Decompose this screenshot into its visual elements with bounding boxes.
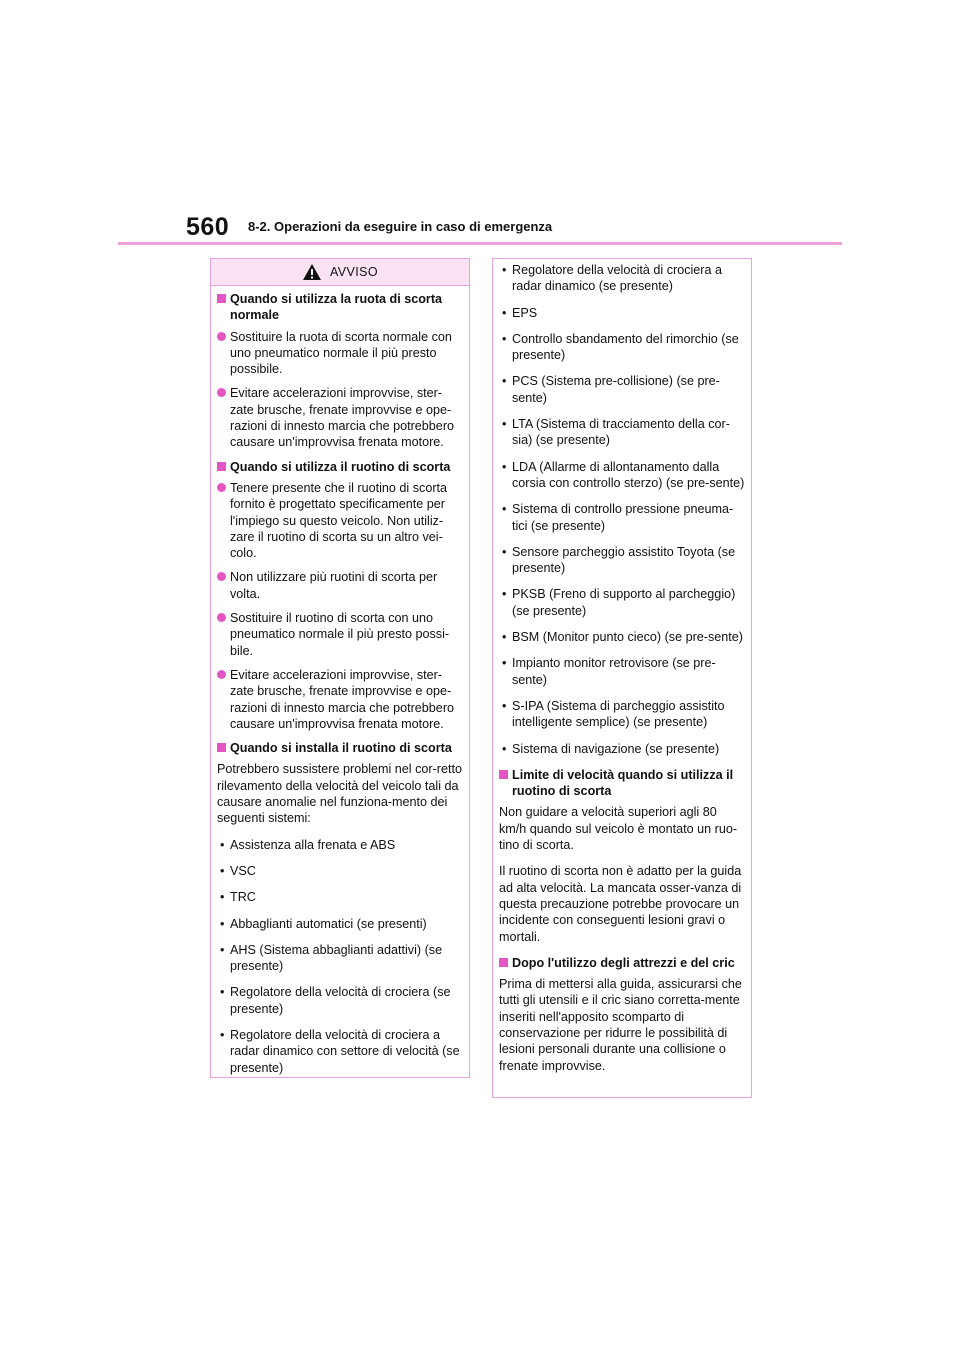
circle-bullet-icon <box>217 613 226 622</box>
list-item: • Regolatore della velocità di crociera a radar dinamico con settore di velocità (se presente) <box>220 1027 460 1075</box>
heading-installing-compact-spare: Quando si installa il ruotino di scorta <box>217 740 463 756</box>
paragraph: Potrebbero sussistere problemi nel cor-retto rilevamento della velocità del veicolo tali da causare anomalie nel funziona-mento dei seguenti sistemi: <box>217 762 462 826</box>
paragraph: Il ruotino di scorta non è adatto per la guida ad alta velocità. La mancata osser-vanza di questa precauzione potrebbe provocare un incidente con conseguenti lesioni gravi o mortali. <box>499 864 742 944</box>
list-item: • Sistema di controllo pressione pneuma-tici (se presente) <box>502 502 734 533</box>
square-bullet-icon <box>217 294 226 303</box>
list-item: • TRC <box>220 890 256 905</box>
heading-speed-limit: Limite di velocità quando si utilizza il ruotino di scorta <box>499 767 745 800</box>
list-item: • S-IPA (Sistema di parcheggio assistito intelligente semplice) (se presente) <box>502 698 725 730</box>
list-item: • VSC <box>220 863 256 878</box>
circle-bullet-icon <box>217 332 226 341</box>
circle-bullet-icon <box>217 572 226 581</box>
square-bullet-icon <box>217 743 226 752</box>
list-item: • Sistema di navigazione (se presente) <box>502 741 720 756</box>
list-item: • LDA (Allarme di allontanamento dalla corsia con controllo sterzo) (se pre-sente) <box>502 459 745 490</box>
header-rule <box>118 242 842 245</box>
list-item: • PKSB (Freno di supporto al parcheggio) (se presente) <box>502 587 736 618</box>
heading-after-tools: Dopo l'utilizzo degli attrezzi e del cric <box>499 955 745 971</box>
list-item: • BSM (Monitor punto cieco) (se pre-sente) <box>502 630 743 645</box>
circle-bullet-icon <box>217 388 226 397</box>
list-item: Sostituire il ruotino di scorta con uno pneumatico normale il più presto possi-bile. <box>217 610 463 659</box>
list-item: • Regolatore della velocità di crociera (se presente) <box>220 985 451 1016</box>
list-item: Evitare accelerazioni improvvise, ster-zate brusche, frenate improvvise e ope-razioni di innesto marcia che potrebbero causare un'improvvisa frenata motore. <box>217 385 463 450</box>
heading-compact-spare: Quando si utilizza il ruotino di scorta <box>217 459 463 475</box>
section-title: 8-2. Operazioni da eseguire in caso di emergenza <box>248 219 553 234</box>
warning-triangle-icon <box>302 263 322 281</box>
list-item: • AHS (Sistema abbaglianti adattivi) (se presente) <box>220 942 443 974</box>
circle-bullet-icon <box>217 483 226 492</box>
warning-box <box>210 258 470 1078</box>
list-item: • Assistenza alla frenata e ABS <box>220 837 396 852</box>
list-item: • Impianto monitor retrovisore (se pre-sente) <box>502 656 716 687</box>
warning-box-continued <box>492 258 752 1098</box>
warning-box-title: AVVISO <box>329 264 379 279</box>
warning-box-header <box>211 259 469 286</box>
list-item: Sostituire la ruota di scorta normale con uno pneumatico normale il più presto possibile. <box>217 329 463 378</box>
circle-bullet-icon <box>217 670 226 679</box>
list-item: Evitare accelerazioni improvvise, ster-zate brusche, frenate improvvise e ope-razioni di innesto marcia che potrebbero causare un'improvvisa frenata motore. <box>217 667 463 732</box>
paragraph: Non guidare a velocità superiori agli 80 km/h quando sul veicolo è montato un ruo-tino di scorta. <box>499 805 738 853</box>
list-item: • Regolatore della velocità di crociera a radar dinamico (se presente) <box>502 263 723 294</box>
square-bullet-icon <box>499 770 508 779</box>
warning-box-content <box>211 286 469 1076</box>
list-item: • PCS (Sistema pre-collisione) (se pre-sente) <box>502 374 720 405</box>
list-item: • Controllo sbandamento del rimorchio (se presente) <box>502 331 739 363</box>
list-item: • LTA (Sistema di tracciamento della cor-sia) (se presente) <box>502 417 730 448</box>
list-item: • EPS <box>502 305 538 320</box>
list-item: • Sensore parcheggio assistito Toyota (se presente) <box>502 544 736 576</box>
heading-spare-wheel: Quando si utilizza la ruota di scorta normale <box>217 291 463 324</box>
square-bullet-icon <box>217 462 226 471</box>
warning-box-continued-content <box>493 259 751 1074</box>
list-item: Non utilizzare più ruotini di scorta per volta. <box>217 569 463 602</box>
paragraph: Prima di mettersi alla guida, assicurarsi che tutti gli utensili e il cric siano corretta-mente inseriti nell'apposito scomparto di conservazione per ridurre le possibilità di lesioni personali durante una collisione o frenate improvvise. <box>499 977 742 1073</box>
list-item: • Abbaglianti automatici (se presenti) <box>220 916 427 931</box>
page-number: 560 <box>186 213 230 241</box>
square-bullet-icon <box>499 958 508 967</box>
list-item: Tenere presente che il ruotino di scorta fornito è progettato specificamente per l'impiego su questo veicolo. Non utiliz-zare il ruotino di scorta su un altro vei-colo. <box>217 480 463 561</box>
